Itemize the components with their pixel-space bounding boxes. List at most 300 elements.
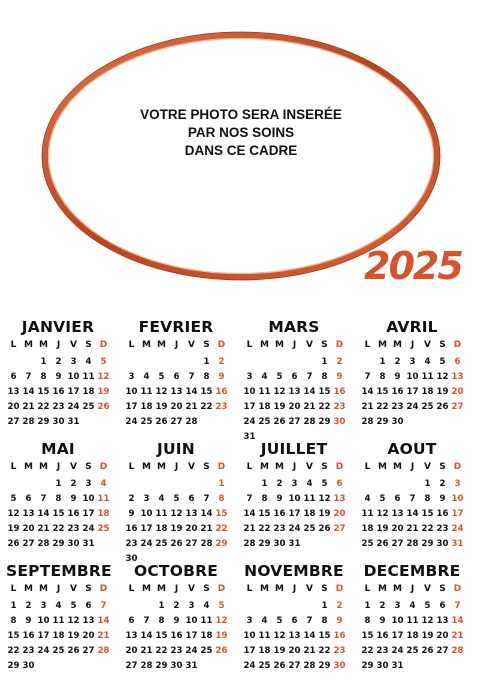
day-cell: 7 [454, 601, 461, 611]
month-octobre [124, 562, 228, 671]
day-cell: 18 [52, 631, 65, 641]
day-cell: 19 [97, 387, 110, 397]
weekday-header: V [70, 584, 77, 594]
day-cell: 13 [451, 372, 464, 382]
day-cell: 4 [203, 601, 210, 611]
day-cell: 24 [185, 646, 198, 656]
day-cell: 17 [140, 524, 153, 534]
day-cell: 10 [82, 494, 95, 504]
month-name: MAI [41, 440, 75, 458]
day-cell: 26 [376, 539, 389, 549]
day-cell: 28 [303, 661, 316, 671]
day-cell: 20 [391, 524, 404, 534]
day-cell: 23 [333, 646, 346, 656]
weekday-header: M [157, 462, 166, 472]
day-cell: 1 [10, 601, 17, 611]
weekday-header: D [453, 340, 462, 350]
month-name: JANVIER [21, 318, 95, 336]
day-cell: 30 [170, 661, 183, 671]
day-cell: 26 [7, 539, 20, 549]
day-cell: 28 [303, 417, 316, 427]
weekday-header: L [246, 462, 253, 472]
day-cell: 18 [406, 631, 419, 641]
day-cell: 10 [185, 616, 198, 626]
day-cell: 17 [125, 402, 138, 412]
day-cell: 11 [421, 372, 434, 382]
day-cell: 10 [406, 372, 419, 382]
day-cell: 2 [439, 479, 446, 489]
day-cell: 4 [261, 372, 268, 382]
weekday-header: S [203, 584, 210, 594]
day-cell: 22 [318, 646, 331, 656]
day-cell: 22 [7, 646, 20, 656]
day-cell: 23 [67, 524, 80, 534]
weekday-header: M [39, 340, 48, 350]
day-cell: 17 [243, 646, 256, 656]
day-cell: 31 [67, 417, 80, 427]
day-cell: 25 [155, 539, 168, 549]
day-cell: 8 [261, 494, 268, 504]
day-cell: 22 [361, 646, 374, 656]
day-cell: 11 [97, 494, 110, 504]
day-cell: 26 [97, 402, 110, 412]
day-cell: 19 [273, 402, 286, 412]
day-cell: 14 [451, 616, 464, 626]
day-cell: 30 [52, 417, 65, 427]
weekday-header: S [321, 584, 328, 594]
day-cell: 22 [258, 524, 271, 534]
day-cell: 15 [7, 631, 20, 641]
day-cell: 28 [185, 417, 198, 427]
weekday-header: D [99, 584, 108, 594]
day-cell: 14 [140, 631, 153, 641]
day-cell: 5 [439, 357, 446, 367]
day-cell: 28 [200, 539, 213, 549]
day-cell: 25 [52, 646, 65, 656]
weekday-header: V [188, 584, 195, 594]
day-cell: 24 [451, 524, 464, 534]
day-cell: 6 [454, 357, 461, 367]
day-cell: 12 [421, 616, 434, 626]
weekday-header: M [260, 584, 269, 594]
day-cell: 6 [439, 601, 446, 611]
weekday-header: V [306, 462, 313, 472]
weekday-header: M [157, 584, 166, 594]
day-cell: 30 [333, 417, 346, 427]
day-cell: 1 [203, 357, 210, 367]
day-cell: 19 [67, 631, 80, 641]
day-cell: 22 [200, 402, 213, 412]
day-cell: 4 [364, 494, 371, 504]
day-cell: 5 [276, 616, 283, 626]
weekday-header: S [203, 462, 210, 472]
day-cell: 16 [52, 387, 65, 397]
day-cell: 10 [140, 509, 153, 519]
month-name: JUILLET [260, 440, 328, 458]
day-cell: 25 [97, 524, 110, 534]
day-cell: 21 [200, 524, 213, 534]
weekday-header: D [99, 340, 108, 350]
day-cell: 11 [200, 616, 213, 626]
day-cell: 29 [376, 417, 389, 427]
day-cell: 9 [379, 616, 386, 626]
day-cell: 17 [406, 387, 419, 397]
day-cell: 17 [82, 509, 95, 519]
day-cell: 6 [25, 494, 32, 504]
weekday-header: L [10, 462, 17, 472]
day-cell: 28 [406, 539, 419, 549]
day-cell: 4 [143, 372, 150, 382]
day-cell: 2 [336, 357, 343, 367]
day-cell: 13 [7, 387, 20, 397]
day-cell: 27 [7, 417, 20, 427]
day-cell: 12 [318, 494, 331, 504]
day-cell: 1 [364, 601, 371, 611]
month-decembre [360, 562, 464, 671]
day-cell: 10 [391, 616, 404, 626]
day-cell: 26 [215, 646, 228, 656]
weekday-header: S [85, 340, 92, 350]
day-cell: 21 [451, 631, 464, 641]
day-cell: 29 [37, 417, 50, 427]
day-cell: 19 [7, 524, 20, 534]
weekday-header: J [410, 340, 415, 350]
day-cell: 29 [215, 539, 228, 549]
day-cell: 11 [361, 509, 374, 519]
day-cell: 31 [185, 661, 198, 671]
day-cell: 18 [140, 402, 153, 412]
day-cell: 5 [173, 494, 180, 504]
day-cell: 5 [379, 494, 386, 504]
weekday-header: D [453, 584, 462, 594]
weekday-header: D [217, 462, 226, 472]
day-cell: 25 [82, 402, 95, 412]
day-cell: 9 [439, 494, 446, 504]
day-cell: 28 [361, 417, 374, 427]
month-janvier [6, 318, 110, 427]
day-cell: 5 [276, 372, 283, 382]
day-cell: 12 [215, 616, 228, 626]
month-avril [360, 318, 464, 427]
day-cell: 17 [243, 402, 256, 412]
month-name: NOVEMBRE [244, 562, 344, 580]
day-cell: 17 [288, 509, 301, 519]
day-cell: 4 [306, 479, 313, 489]
weekday-header: J [410, 462, 415, 472]
weekday-header: S [321, 462, 328, 472]
day-cell: 30 [376, 661, 389, 671]
day-cell: 20 [288, 402, 301, 412]
day-cell: 19 [155, 402, 168, 412]
day-cell: 17 [67, 387, 80, 397]
day-cell: 19 [273, 646, 286, 656]
day-cell: 6 [394, 494, 401, 504]
day-cell: 21 [303, 646, 316, 656]
weekday-header: J [292, 584, 297, 594]
weekday-header: M [39, 462, 48, 472]
day-cell: 14 [97, 616, 110, 626]
day-cell: 19 [421, 631, 434, 641]
weekday-header: S [439, 462, 446, 472]
day-cell: 9 [128, 509, 135, 519]
day-cell: 25 [140, 417, 153, 427]
day-cell: 17 [391, 631, 404, 641]
day-cell: 30 [436, 539, 449, 549]
day-cell: 24 [288, 524, 301, 534]
day-cell: 28 [451, 646, 464, 656]
day-cell: 20 [82, 631, 95, 641]
weekday-header: S [321, 340, 328, 350]
day-cell: 31 [451, 539, 464, 549]
day-cell: 9 [173, 616, 180, 626]
day-cell: 22 [155, 646, 168, 656]
day-cell: 29 [421, 539, 434, 549]
day-cell: 15 [215, 509, 228, 519]
day-cell: 12 [97, 372, 110, 382]
day-cell: 21 [140, 646, 153, 656]
day-cell: 3 [246, 616, 253, 626]
day-cell: 26 [436, 402, 449, 412]
weekday-header: M [142, 462, 151, 472]
weekday-header: M [275, 584, 284, 594]
day-cell: 22 [37, 402, 50, 412]
weekday-header: L [246, 584, 253, 594]
day-cell: 3 [143, 494, 150, 504]
day-cell: 4 [85, 357, 92, 367]
day-cell: 1 [261, 479, 268, 489]
day-cell: 11 [258, 387, 271, 397]
day-cell: 25 [303, 524, 316, 534]
weekday-header: M [378, 340, 387, 350]
day-cell: 25 [406, 646, 419, 656]
weekday-header: M [260, 340, 269, 350]
day-cell: 21 [185, 402, 198, 412]
weekday-header: M [275, 340, 284, 350]
day-cell: 9 [394, 372, 401, 382]
day-cell: 31 [82, 539, 95, 549]
day-cell: 22 [215, 524, 228, 534]
weekday-header: M [260, 462, 269, 472]
day-cell: 14 [22, 387, 35, 397]
day-cell: 25 [421, 402, 434, 412]
day-cell: 24 [243, 417, 256, 427]
day-cell: 7 [188, 372, 195, 382]
day-cell: 13 [82, 616, 95, 626]
day-cell: 23 [170, 646, 183, 656]
weekday-header: J [174, 462, 179, 472]
day-cell: 18 [258, 402, 271, 412]
day-cell: 3 [394, 601, 401, 611]
day-cell: 15 [155, 631, 168, 641]
frame-text-line: PAR NOS SOINS [187, 125, 295, 140]
day-cell: 9 [218, 372, 225, 382]
day-cell: 22 [376, 402, 389, 412]
day-cell: 6 [336, 479, 343, 489]
day-cell: 14 [200, 509, 213, 519]
weekday-header: S [439, 584, 446, 594]
day-cell: 12 [7, 509, 20, 519]
weekday-header: V [188, 462, 195, 472]
weekday-header: L [128, 584, 135, 594]
day-cell: 7 [100, 601, 107, 611]
weekday-header: V [188, 340, 195, 350]
day-cell: 2 [394, 357, 401, 367]
day-cell: 16 [333, 387, 346, 397]
weekday-header: V [306, 584, 313, 594]
month-novembre [242, 562, 346, 671]
day-cell: 2 [25, 601, 32, 611]
weekday-header: M [24, 340, 33, 350]
day-cell: 7 [409, 494, 416, 504]
day-cell: 20 [288, 646, 301, 656]
weekday-header: M [157, 340, 166, 350]
day-cell: 16 [391, 387, 404, 397]
day-cell: 29 [318, 417, 331, 427]
weekday-header: M [378, 584, 387, 594]
day-cell: 2 [128, 494, 135, 504]
day-cell: 21 [361, 402, 374, 412]
day-cell: 11 [303, 494, 316, 504]
day-cell: 28 [22, 417, 35, 427]
month-aout [360, 440, 464, 549]
day-cell: 6 [10, 372, 17, 382]
month-name: JUIN [157, 440, 195, 458]
day-cell: 21 [243, 524, 256, 534]
weekday-header: S [203, 340, 210, 350]
day-cell: 30 [391, 417, 404, 427]
frame-instructions [40, 106, 442, 160]
day-cell: 27 [391, 539, 404, 549]
day-cell: 29 [7, 661, 20, 671]
day-cell: 1 [424, 479, 431, 489]
day-cell: 7 [143, 616, 150, 626]
day-cell: 27 [82, 646, 95, 656]
day-cell: 18 [361, 524, 374, 534]
day-cell: 29 [155, 661, 168, 671]
day-cell: 20 [170, 402, 183, 412]
day-cell: 23 [436, 524, 449, 534]
weekday-header: D [335, 584, 344, 594]
day-cell: 11 [140, 387, 153, 397]
day-cell: 13 [288, 387, 301, 397]
weekday-header: M [142, 340, 151, 350]
day-cell: 7 [306, 616, 313, 626]
month-name: MARS [268, 318, 320, 336]
day-cell: 7 [364, 372, 371, 382]
day-cell: 23 [52, 402, 65, 412]
day-cell: 28 [140, 661, 153, 671]
day-cell: 23 [215, 402, 228, 412]
weekday-header: L [364, 584, 371, 594]
day-cell: 30 [67, 539, 80, 549]
day-cell: 20 [333, 509, 346, 519]
weekday-header: J [56, 584, 61, 594]
weekday-header: M [24, 584, 33, 594]
day-cell: 13 [185, 509, 198, 519]
day-cell: 27 [451, 402, 464, 412]
day-cell: 22 [318, 402, 331, 412]
weekday-header: M [275, 462, 284, 472]
day-cell: 17 [185, 631, 198, 641]
day-cell: 15 [37, 387, 50, 397]
day-cell: 26 [273, 661, 286, 671]
day-cell: 1 [321, 601, 328, 611]
day-cell: 28 [97, 646, 110, 656]
day-cell: 18 [200, 631, 213, 641]
weekday-header: L [10, 584, 17, 594]
day-cell: 6 [85, 601, 92, 611]
day-cell: 14 [303, 387, 316, 397]
day-cell: 5 [424, 601, 431, 611]
day-cell: 9 [276, 494, 283, 504]
day-cell: 24 [406, 402, 419, 412]
day-cell: 3 [246, 372, 253, 382]
day-cell: 11 [258, 631, 271, 641]
day-cell: 2 [173, 601, 180, 611]
month-juillet [242, 440, 346, 549]
day-cell: 4 [158, 494, 165, 504]
month-name: SEPTEMBRE [6, 562, 112, 580]
day-cell: 13 [436, 616, 449, 626]
weekday-header: J [410, 584, 415, 594]
day-cell: 12 [67, 616, 80, 626]
weekday-header: L [128, 462, 135, 472]
day-cell: 24 [243, 661, 256, 671]
day-cell: 8 [40, 372, 47, 382]
day-cell: 30 [22, 661, 35, 671]
day-cell: 12 [273, 387, 286, 397]
frame-text-line: VOTRE PHOTO SERA INSERÉE [140, 107, 342, 122]
day-cell: 5 [100, 357, 107, 367]
weekday-header: L [364, 462, 371, 472]
day-cell: 26 [67, 646, 80, 656]
day-cell: 1 [321, 357, 328, 367]
day-cell: 13 [125, 631, 138, 641]
day-cell: 18 [303, 509, 316, 519]
day-cell: 13 [22, 509, 35, 519]
day-cell: 21 [303, 402, 316, 412]
day-cell: 9 [336, 372, 343, 382]
day-cell: 24 [82, 524, 95, 534]
day-cell: 8 [321, 372, 328, 382]
day-cell: 24 [391, 646, 404, 656]
day-cell: 6 [291, 372, 298, 382]
day-cell: 11 [82, 372, 95, 382]
day-cell: 8 [424, 494, 431, 504]
day-cell: 21 [37, 524, 50, 534]
weekday-header: L [364, 340, 371, 350]
day-cell: 10 [243, 631, 256, 641]
day-cell: 5 [158, 372, 165, 382]
day-cell: 12 [155, 387, 168, 397]
day-cell: 15 [318, 631, 331, 641]
weekday-header: V [424, 340, 431, 350]
day-cell: 20 [436, 631, 449, 641]
day-cell: 29 [361, 661, 374, 671]
day-cell: 27 [436, 646, 449, 656]
day-cell: 28 [37, 539, 50, 549]
day-cell: 8 [55, 494, 62, 504]
month-name: AVRIL [386, 318, 438, 336]
day-cell: 6 [188, 494, 195, 504]
day-cell: 1 [40, 357, 47, 367]
day-cell: 7 [246, 494, 253, 504]
weekday-header: J [174, 340, 179, 350]
day-cell: 9 [25, 616, 32, 626]
day-cell: 30 [273, 539, 286, 549]
day-cell: 30 [333, 661, 346, 671]
day-cell: 3 [454, 479, 461, 489]
